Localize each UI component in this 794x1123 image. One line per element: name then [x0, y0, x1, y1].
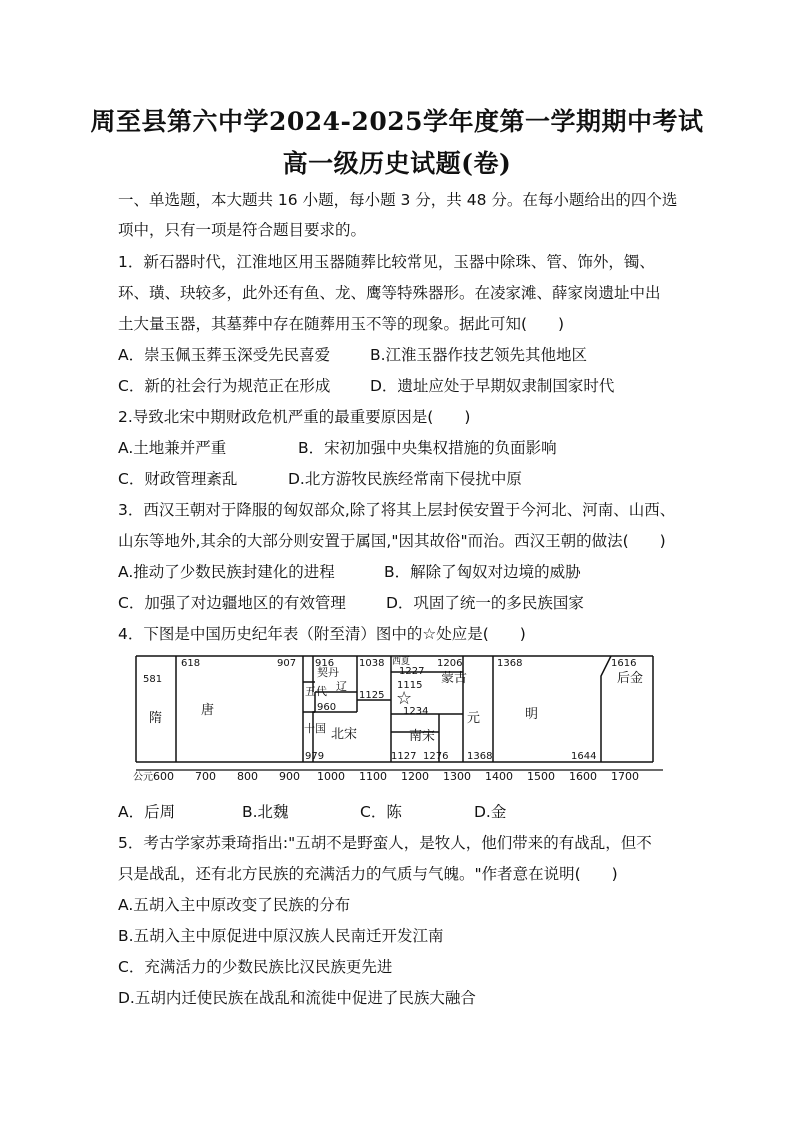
q1-stem-line-3: 土大量玉器，其墓葬中存在随葬用玉不等的现象。据此可知( )	[118, 315, 565, 333]
q1-stem-line-1: 1．新石器时代，江淮地区用玉器随葬比较常见，玉器中除珠、管、饰外，镯、	[118, 253, 655, 271]
q2-stem: 2.导致北宋中期财政危机严重的最重要原因是( )	[118, 408, 471, 426]
section-instruction-line-2: 项中，只有一项是符合题目要求的。	[118, 221, 367, 239]
q3-option-a[interactable]: A.推动了少数民族封建化的进程	[118, 563, 335, 581]
q2-option-d[interactable]: D.北方游牧民族经常南下侵扰中原	[288, 470, 522, 488]
dynasty-yuan: 元	[467, 711, 481, 726]
q5-stem-line-2: 只是战乱，还有北方民族的充满活力的气质与气魄。"作者意在说明( )	[118, 865, 618, 883]
dynasty-beisong: 北宋	[331, 727, 358, 742]
year-1276: 1276	[423, 751, 449, 762]
q4-option-c[interactable]: C．陈	[360, 803, 402, 821]
year-1234: 1234	[403, 706, 429, 717]
exam-subtitle: 高一级历史试题(卷)	[282, 149, 512, 178]
axis-tick: 800	[237, 770, 258, 782]
q1-option-a[interactable]: A．崇玉佩玉葬玉深受先民喜爱	[118, 346, 331, 364]
q3-option-b[interactable]: B．解除了匈奴对边境的威胁	[384, 563, 581, 581]
q2-option-c[interactable]: C．财政管理紊乱	[118, 470, 238, 488]
dynasty-wudai: 五代	[305, 685, 327, 698]
dynasty-xixia: 西夏	[392, 657, 411, 667]
q5-option-c[interactable]: C．充满活力的少数民族比汉民族更先进	[118, 958, 393, 976]
q5-option-d[interactable]: D.五胡内迁使民族在战乱和流徙中促进了民族大融合	[118, 989, 476, 1007]
year-1206: 1206	[437, 658, 463, 669]
axis-tick: 1000	[317, 770, 345, 782]
q4-stem: 4．下图是中国历史纪年表（附至清）图中的☆处应是( )	[118, 625, 526, 643]
axis-tick: 900	[279, 770, 300, 782]
q3-stem-line-2: 山东等地外,其余的大部分则安置于属国,"因其故俗"而治。西汉王朝的做法( )	[118, 532, 666, 550]
q5-stem-line-1: 5．考古学家苏秉琦指出:"五胡不是野蛮人，是牧人，他们带来的有战乱，但不	[118, 834, 652, 852]
axis-tick: 1400	[485, 770, 513, 782]
q4-option-d[interactable]: D.金	[474, 803, 507, 821]
axis-tick: 1300	[443, 770, 471, 782]
q4-option-b[interactable]: B.北魏	[242, 803, 289, 821]
section-instruction-line-1: 一、单选题，本大题共 16 小题，每小题 3 分，共 48 分。在每小题给出的四个选	[118, 191, 678, 209]
dynasty-ming: 明	[525, 707, 539, 722]
q1-stem-line-2: 环、璜、玦较多，此外还有鱼、龙、鹰等特殊器形。在凌家滩、薛家岗遗址中出	[118, 284, 661, 302]
dynasty-qidan: 契丹	[317, 666, 339, 679]
axis-tick: 1700	[611, 770, 639, 782]
history-timeline-figure	[133, 652, 668, 782]
axis-tick: 1100	[359, 770, 387, 782]
year-618: 618	[181, 658, 201, 669]
exam-title: 周至县第六中学2024-2025学年度第一学期期中考试	[90, 107, 704, 136]
axis-prefix: 公元	[133, 772, 153, 782]
year-916: 916	[315, 658, 335, 669]
q1-option-d[interactable]: D．遗址应处于早期奴隶制国家时代	[370, 377, 615, 395]
year-1115: 1115	[397, 680, 423, 691]
year-1227: 1227	[399, 666, 425, 677]
axis-tick: 600	[153, 770, 174, 782]
year-1644: 1644	[571, 751, 597, 762]
axis-tick: 1500	[527, 770, 555, 782]
dynasty-shiguo: 十国	[304, 722, 326, 735]
axis-tick: 1200	[401, 770, 429, 782]
year-979: 979	[305, 751, 325, 762]
year-1125: 1125	[359, 690, 385, 701]
q1-option-b[interactable]: B.江淮玉器作技艺领先其他地区	[370, 346, 588, 364]
year-907: 907	[277, 658, 297, 669]
dynasty-houjin: 后金	[617, 671, 644, 686]
axis-tick: 1600	[569, 770, 597, 782]
q2-option-a[interactable]: A.土地兼并严重	[118, 439, 227, 457]
dynasty-sui: 隋	[149, 711, 163, 726]
dynasty-nansong: 南宋	[409, 729, 436, 744]
axis-tick: 700	[195, 770, 216, 782]
star-marker: ☆	[396, 688, 413, 709]
year-1127: 1127	[391, 751, 417, 762]
q5-option-b[interactable]: B.五胡入主中原促进中原汉族人民南迁开发江南	[118, 927, 444, 945]
q3-option-c[interactable]: C．加强了对边疆地区的有效管理	[118, 594, 346, 612]
year-1616: 1616	[611, 658, 637, 669]
year-1368-yuan-end: 1368	[467, 751, 493, 762]
q5-option-a[interactable]: A.五胡入主中原改变了民族的分布	[118, 896, 351, 914]
year-1368-ming-start: 1368	[497, 658, 523, 669]
q1-option-c[interactable]: C．新的社会行为规范正在形成	[118, 377, 331, 395]
year-960: 960	[317, 702, 337, 713]
q4-option-a[interactable]: A．后周	[118, 803, 176, 821]
dynasty-liao: 辽	[336, 680, 347, 693]
q3-option-d[interactable]: D．巩固了统一的多民族国家	[386, 594, 584, 612]
year-1038: 1038	[359, 658, 385, 669]
q2-option-b[interactable]: B．宋初加强中央集权措施的负面影响	[298, 439, 557, 457]
dynasty-menggu: 蒙古	[441, 671, 468, 686]
year-581: 581	[143, 674, 163, 685]
q3-stem-line-1: 3．西汉王朝对于降服的匈奴部众,除了将其上层封侯安置于今河北、河南、山西、	[118, 501, 676, 519]
dynasty-tang: 唐	[201, 703, 215, 718]
